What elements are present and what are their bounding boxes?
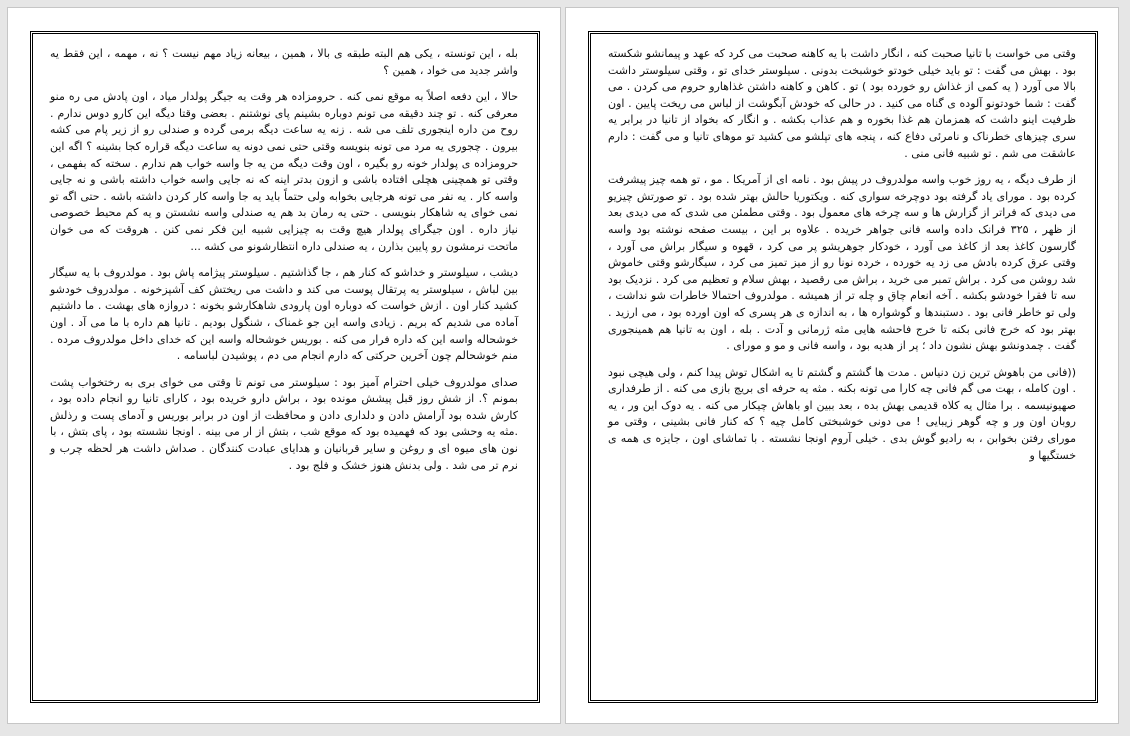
paragraph: ((فانی من باهوش ترین زن دنیاس . مدت ها گشتم و گشتم تا یه اشکال توش پیدا کنم ، ولی هیچی نبود . اون کامله ، بهت می گم فانی چه کارا می تونه بکنه . مثه یه حرفه ای بریج بازی می کنه . از طرفداری صهیونیسمه . برا مثال یه کلاه قدیمی بهش بده ، بعد ببین او باهاش چیکار می کنه . یه دوک این ور ، یه روبان اون ور و چه گوهر زیبایی ! می دونی خوشبختی کامل چیه ؟ که کنار فانی بشینی ، وقتی مو مورای رفتن بخوابن ، به رادیو گوش بدی . خیلی آروم اونجا نشسته . با تماشای اون ، جایزه ی همه ی خستگیها و <box>608 365 1076 462</box>
document-page-right <box>565 7 1119 724</box>
paragraph: وقتی می خواست با تانیا صحبت کنه ، انگار داشت با یه کاهنه صحبت می کرد که عهد و پیمانشو شکسته بود . بهش می گفت : تو باید خیلی خودتو خوشبخت بدونی . سیلوستر خدای تو ، وقتی سیلوستر داشت بالا می آورد ( یه کمی از غذاش رو خورده بود ) تو . کاهن و کاهنه داشتن غذاهارو حروم می کردن . می گفت : شما خودتونو آلوده ی گناه می کنید . در حالی که خودش آبگوشت از لباس می ریخت پایین . اون ظرفیت اینو داشت که همزمان هم غذا بخوره و هم عذاب بکشه . و انگار که بخواد از تانیا در برابر یه سری چیزهای خطرناک و نامرئی دفاع کنه ، پنجه های تپلشو می کشید تو موهای تانیا و می گفت : دارم عاشقت می شم . تو شبیه فانی منی . <box>608 47 1076 160</box>
paragraph: صدای مولدروف خیلی احترام آمیز بود : سیلوستر می تونم تا وقتی می خوای بری به رختخواب پشت بمونم ؟. از شش روز قبل پیشش مونده بود ، براش دارو خریده بود ، کارای تانیا رو انجام داده بود ، کارش شده بود آرامش دادن و دلداری دادن و محافظت از اون در برابر بوریس و آدمای پست و رذلش .مثه یه وحشی بود که فهمیده بود که موقع شب ، بتش از ار می بینه . اونجا نشسته بود ، پای بتش ، با نون های میوه ای و روغن و سایر قربانیان و هدایای عبادت کنندگان . صداش داشت هر لحظه چرب و نرم تر می شد . ولی بدنش هنوز خشک و فلج بود . <box>50 375 518 472</box>
paragraph: دیشب ، سیلوستر و خداشو که کنار هم ، جا گذاشتیم . سیلوستر پیژامه پاش بود . مولدروف با یه سیگار بین لباش ، سیلوستر یه پرتقال پوست می کند و داشت می ریختش کف آشپزخونه . مولدروف خودشو کشید کنار اون . ازش خواست که دوباره اون پارودی شاهکارشو بخونه : دروازه های بهشت . ما داشتیم آماده می شدیم که بریم . زیادی واسه این جو غمناک ، شنگول بودیم . تانیا هم داره با ما می آد . اون خوشحاله واسه این که داره فرار می کنه . بوریس خوشحاله واسه این که خدای داخل مولدروف مرده . منم خوشحالم چون آخرین حرکتی که دارم انجام می دم ، پوشیدن لباسامه . <box>50 266 518 363</box>
paragraph: از طرف دیگه ، یه روز خوب واسه مولدروف در پیش بود . نامه ای از آمریکا . مو ، تو همه چیز پیشرفت کرده بود . مورای یاد گرفته بود دوچرخه سواری کنه . ویکتوریا حالش بهتر شده بود . تو صورتش چیزیو می دیدی که فراتر از گزارش ها و سه چرخه های معمول بود . وقتی مطمئن می شدی که می دیدی بعد از ظهر ، ۳۲۵ فرانک داده واسه فانی جواهر خریده . علاوه بر این ، بیست صفحه نوشته بود واسه گارسون کاغذ بعد از کاغذ می آورد ، خودکار جوهریشو پر می کرد ، قهوه و سیگار براش می آورد ، وقتی عرق کرده بادش می زد یه خورده ، خرده نونا رو از میز تمیز می کرد ، سیگارشو وقتی خاموش شد روشن می کرد . براش تمبر می خرید ، براش می رقصید ، بهش سلام و تعظیم می کرد . نزدیک بود سه تا فقرا خودشو بکشه . آخه انعام چاق و چله تر از همیشه . مولدروف احتمالا خاطرات شو نداشت ، ولی تو خاطر فانی بود . دستبندها و گوشواره ها ، به اندازه ی هر پسری که اون اورده بود ، می ارزید . بهتر بود که خرج فانی بکنه تا خرج فاحشه هایی مثه ژرمانی و آدت . بله ، اون به تانیا هم همینجوری گفت . چمدونشو بهش نشون داد ؛ پر از هدیه بود ، واسه فانی و مو و مورای . <box>608 173 1077 353</box>
paragraph: بله ، این تونسته ، یکی هم البته طبقه ی بالا ، همین ، بیعانه زیاد مهم نیست ؟ نه ، مهمه ، این فقط یه واشر جدید می خواد ، همین ؟ <box>50 47 518 77</box>
page-text-block <box>608 46 1076 474</box>
paragraph: حالا ، این دفعه اصلاً به موقع نمی کنه . حرومزاده هر وقت یه جیگر پولدار میاد ، اون پادش می ره منو معرفی کنه . تو چند دقیقه می تونم دوباره بشینم پای نوشتنم . بعضی وقتا دیگه این کارو دوس ندارم . روح من داره اینجوری تلف می شه . زنه یه ساعت دیگه برمی گرده و صندلی رو از زیر پام می کشه بیرون . چجوری یه مرد می تونه بنویسه وقتی حتی نمی دونه یه ساعت دیگه قراره کجا بشینه ؟ اگه این حرومزاده ی پولدار خونه رو بگیره ، اون وقت دیگه من یه جا واسه خواب هم ندارم . سخته که بفهمی ، وقتی تو همچینی هچلی افتاده باشی و ازون بدتر اینه که نه جایی واسه خواب داشته باشی و نه جایی واسه کار . یه نفر می تونه هرجایی بخوابه ولی حتماً باید یه جا واسه کار کردن داشته باشه . حتی اگه تو نمی خوای یه شاهکار بنویسی . حتی یه رمان بد هم یه صندلی واسه نشستن و یه کم محیط خصوصی نیاز داره . اون جیگرای پولدار هیچ وقت به چیزایی شبیه این فکر نمی کنن . هروقت که می خوان ماتحت نرمشون رو پایین بذارن ، یه صندلی داره انتظارشونو می کشه ... <box>50 90 518 253</box>
document-page-left <box>7 7 561 724</box>
page-text-block <box>50 46 518 484</box>
